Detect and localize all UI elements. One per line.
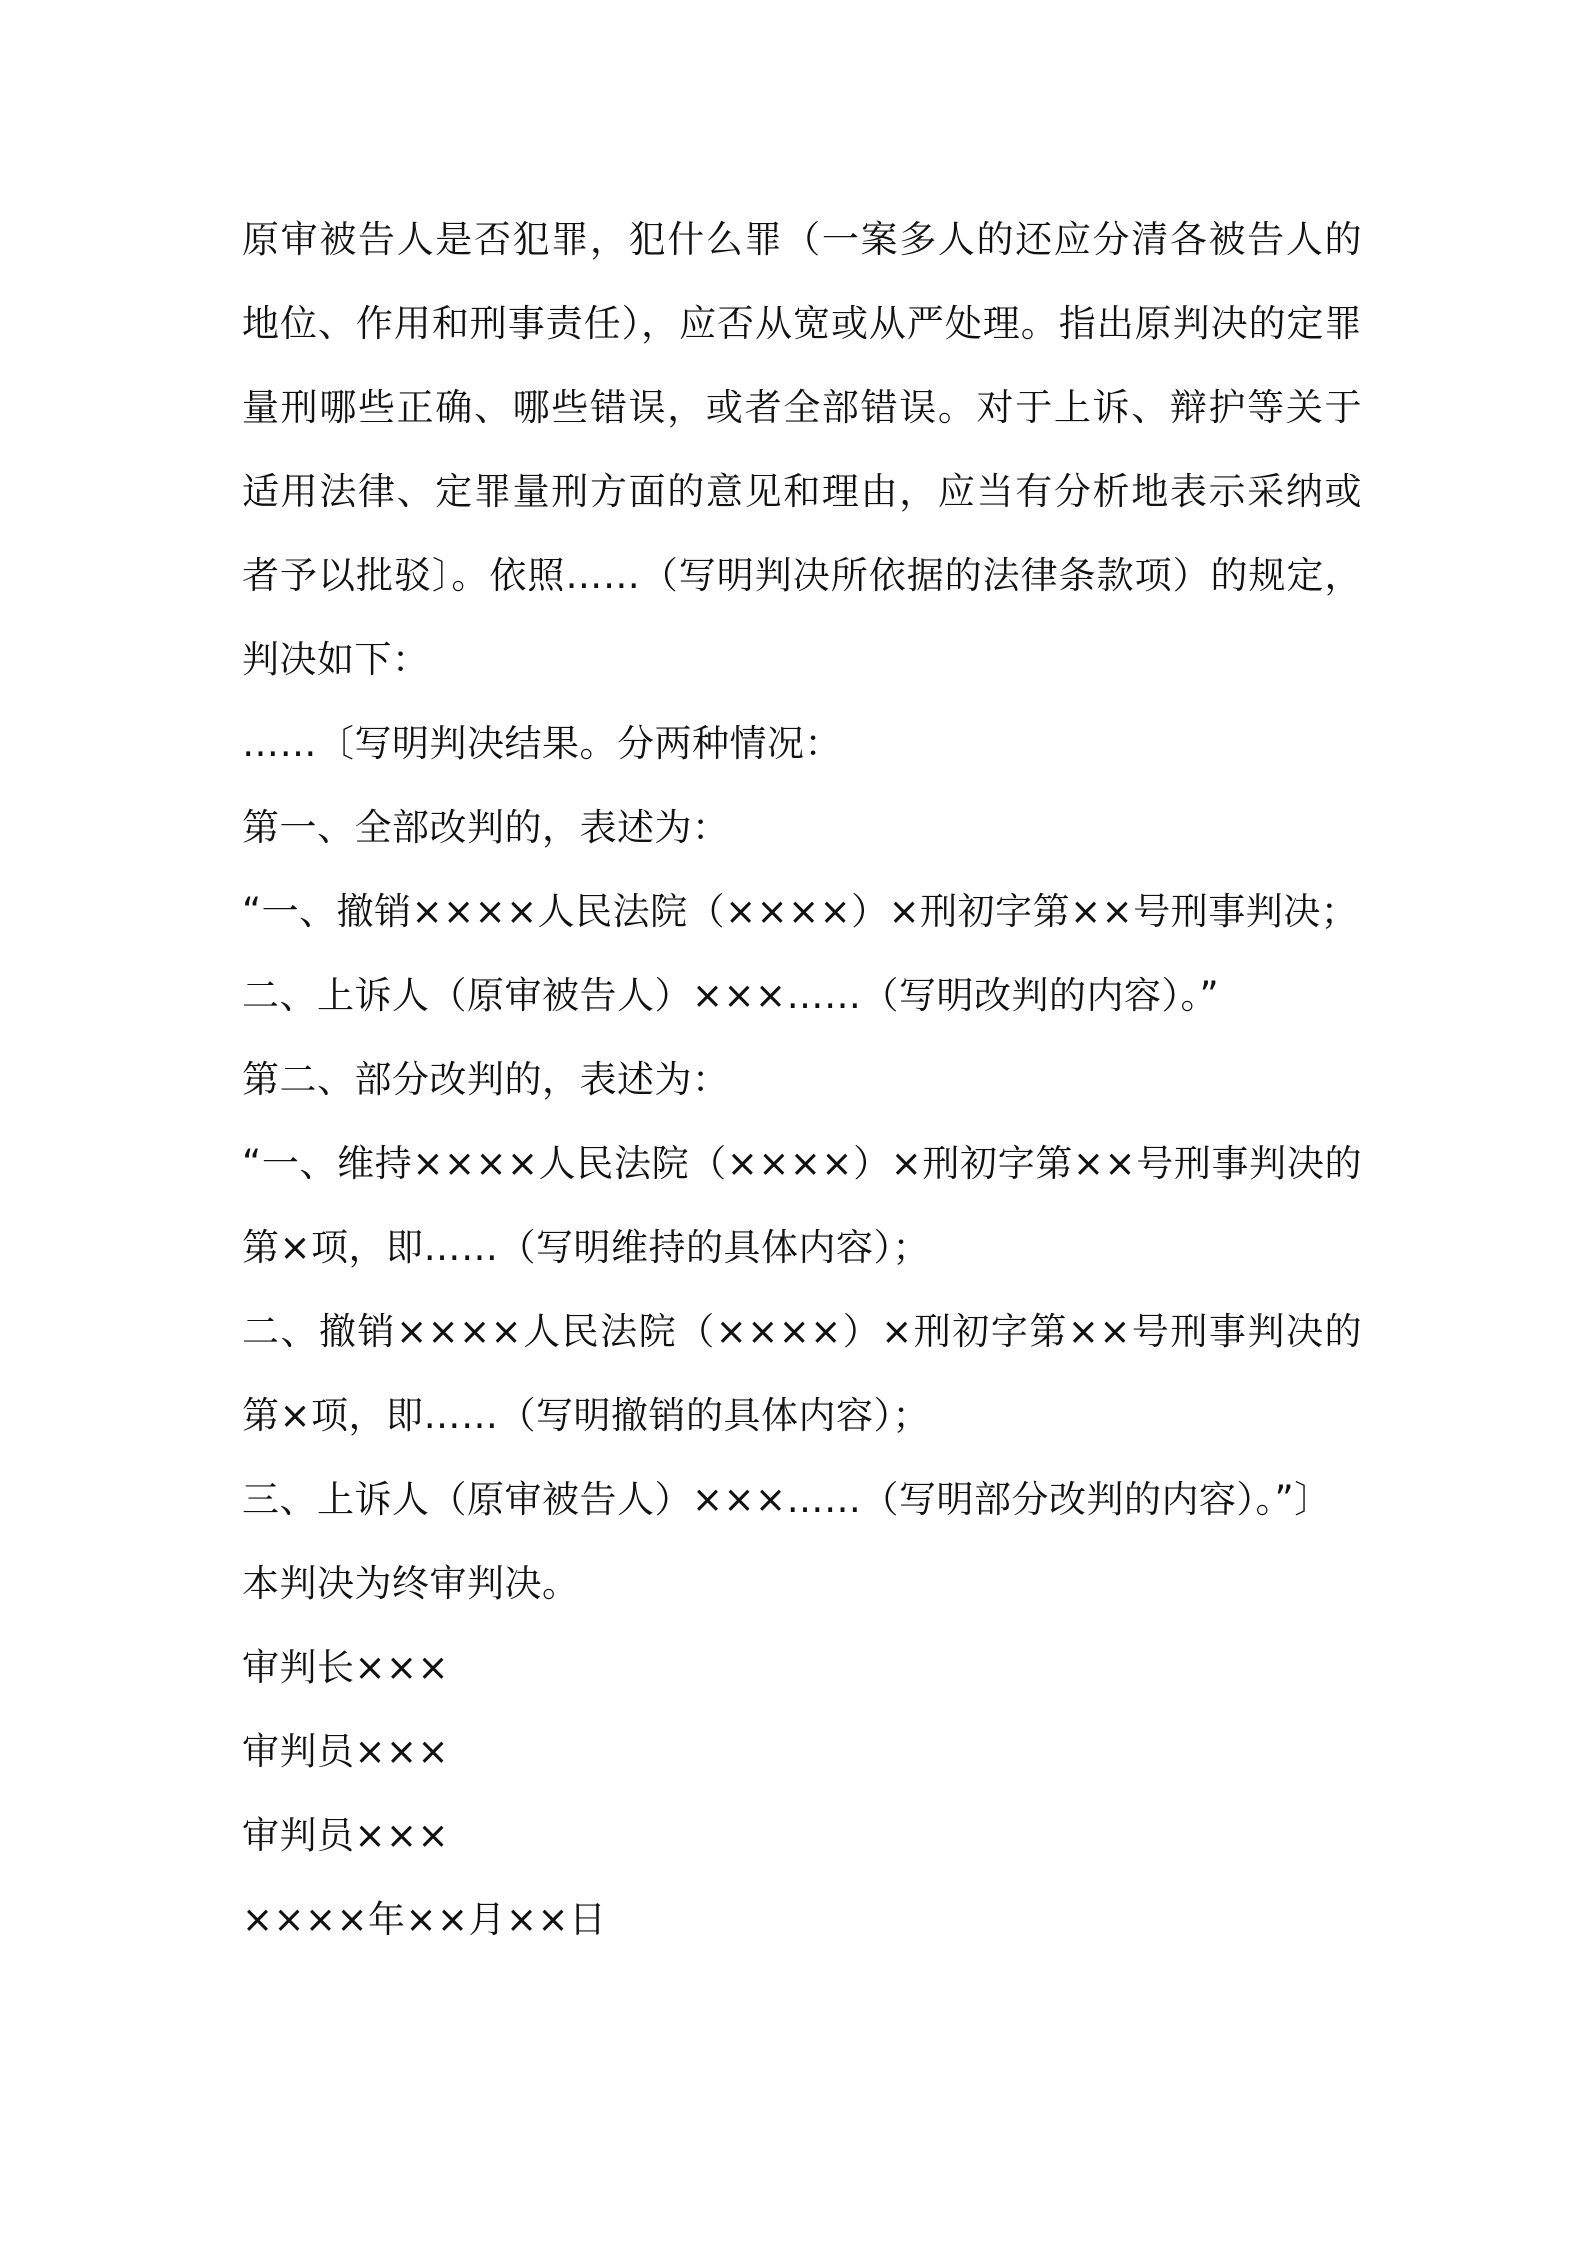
case-two-item-three: 三、上诉人（原审被告人）×××……（写明部分改判的内容）。”〕 (242, 1478, 1332, 1521)
case-one-item-one: “一、撤销××××人民法院（××××）×刑初字第××号刑事判决； (242, 890, 1359, 933)
case-two-heading: 第二、部分改判的，表述为： (242, 1058, 730, 1101)
document-page (242, 198, 1362, 1962)
case-one-heading: 第一、全部改判的，表述为： (242, 806, 730, 849)
case-two-item-one: “一、维持××××人民法院（××××）×刑初字第××号刑事判决的第×项，即……（写明维持的具体内容）； (242, 1142, 1362, 1269)
presiding-judge: 审判长××× (242, 1646, 450, 1689)
opening-paragraph: 原审被告人是否犯罪，犯什么罪（一案多人的还应分清各被告人的地位、作用和刑事责任），应否从宽或从严处理。指出原判决的定罪量刑哪些正确、哪些错误，或者全部错误。对于上诉、辩护等关于适用法律、定罪量刑方面的意见和理由，应当有分析地表示采纳或者予以批驳〕。依照……（写明判决所依据的法律条款项）的规定，判决如下： (242, 218, 1362, 681)
judge-one: 审判员××× (242, 1730, 450, 1773)
case-two-item-two: 二、撤销××××人民法院（××××）×刑初字第××号刑事判决的第×项，即……（写明撤销的具体内容）； (242, 1310, 1362, 1437)
judge-two: 审判员××× (242, 1814, 450, 1857)
date-line: ××××年××月××日 (242, 1898, 607, 1941)
verdict-intro: ……〔写明判决结果。分两种情况： (242, 722, 842, 765)
final-statement: 本判决为终审判决。 (242, 1562, 580, 1605)
case-one-item-two: 二、上诉人（原审被告人）×××……（写明改判的内容）。” (242, 974, 1220, 1017)
